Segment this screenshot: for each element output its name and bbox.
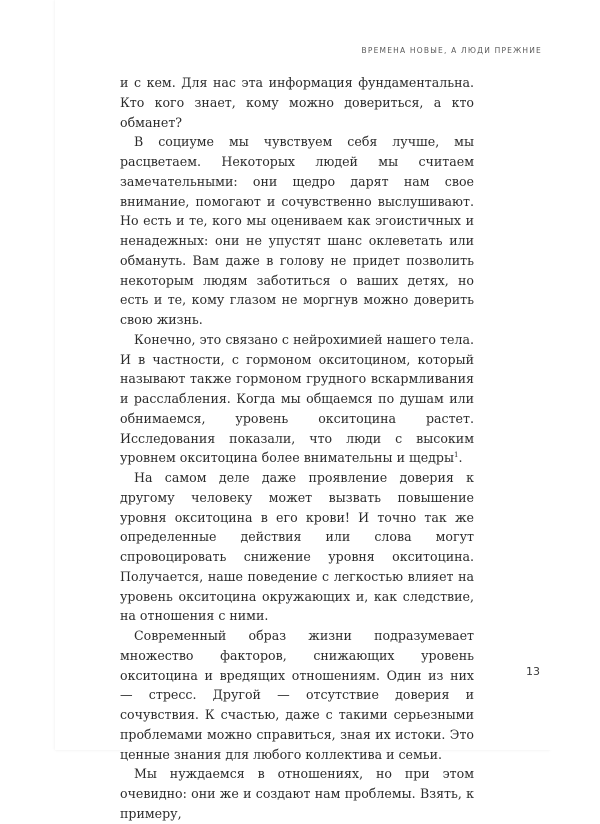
body-text — [120, 73, 474, 824]
page-margin — [550, 0, 600, 750]
paragraph-4: На самом деле даже проявление доверия к другому человеку может вызвать повышение уровня окситоцина в его крови! И точно так же определенные действия или слова могут спровоцировать снижение уровня окситоцина. Получается, наше поведение с легкостью влияет на уровень окситоцина окружающих и, как следствие, на отношения с ними. — [120, 470, 474, 624]
running-head: ВРЕМЕНА НОВЫЕ, А ЛЮДИ ПРЕЖНИЕ — [361, 46, 542, 55]
footnote-mark: 1 — [454, 451, 459, 460]
paragraph-3: Конечно, это связано с нейрохимией нашего тела. И в частности, с гормоном окситоцином, который называют также гормоном грудного вскармливания и расслабления. Когда мы общаемся по душам или обнимаемся, уровень окситоцина растет. Исследования показали, что люди с высоким уровнем окситоцина более внимательны и щедры$^1$. — [120, 331, 474, 466]
paragraph-5: Современный образ жизни подразумевает множество факторов, снижающих уровень окситоцина и вредящих отношениям. Один из них — стресс. Другой — отсутствие доверия и сочувствия. К счастью, даже с такими серьезными проблемами можно справиться, зная их истоки. Это ценные знания для любого коллектива и семьи. — [120, 628, 474, 762]
paragraph-3-text: Конечно, это связано с нейрохимией нашего тела. И в частности, с гормоном окситоцином, который называют также гормоном грудного вскармливания и расслабления. Когда мы общаемся по душам или обнимаемся, уровень окситоцина растет. Исследования показали, что люди с высоким уровнем окситоцина более внимательны и щедры — [120, 331, 474, 466]
paragraph-6: Мы нуждаемся в отношениях, но при этом очевидно: они же и создают нам проблемы. Взять, к примеру, — [120, 766, 474, 821]
page-number: 13 — [526, 665, 540, 678]
paragraph-2: В социуме мы чувствуем себя лучше, мы расцветаем. Некоторых людей мы считаем замечательными: они щедро дарят нам свое внимание, помогают и сочувственно выслушивают. Но есть и те, кого мы оцениваем как эгоистичных и ненадежных: они не упустят шанс оклеветать или обмануть. Вам даже в голову не придет позволить некоторым людям заботиться о ваших детях, но есть и те, кому глазом не моргнув можно доверить свою жизнь. — [120, 134, 474, 327]
paragraph-1: и с кем. Для нас эта информация фундаментальна. Кто кого знает, кому можно довериться, а кто обманет? — [120, 75, 474, 130]
